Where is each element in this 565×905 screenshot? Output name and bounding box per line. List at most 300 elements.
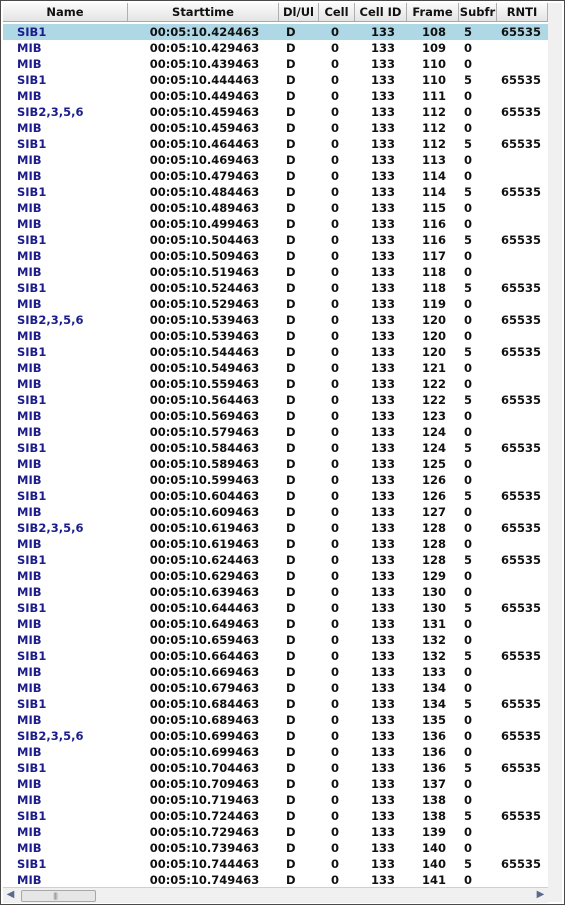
column-header-cell-id[interactable]: Cell ID bbox=[355, 3, 407, 21]
column-header-cell[interactable]: Cell bbox=[319, 3, 355, 21]
table-row[interactable] bbox=[3, 728, 548, 744]
table-row[interactable] bbox=[3, 840, 548, 856]
cell-starttime: 00:05:10.629463 bbox=[149, 569, 260, 583]
cell-direction: D bbox=[286, 809, 296, 823]
cell-name: SIB1 bbox=[17, 25, 47, 39]
cell-frame: 113 bbox=[421, 153, 446, 167]
cell-rnti bbox=[497, 88, 548, 104]
cell-starttime: 00:05:10.459463 bbox=[149, 121, 260, 135]
table-row[interactable] bbox=[3, 808, 548, 824]
cell-starttime: 00:05:10.679463 bbox=[149, 681, 260, 695]
cell-name: SIB1 bbox=[17, 185, 47, 199]
chevron-right-icon[interactable]: ▶ bbox=[536, 889, 545, 900]
cell-frame: 128 bbox=[421, 521, 446, 535]
cell-direction: D bbox=[286, 633, 296, 647]
cell-cell-id: 133 bbox=[370, 185, 395, 199]
cell-subframe: 0 bbox=[464, 713, 473, 727]
cell-name: MIB bbox=[17, 713, 42, 727]
cell-direction: D bbox=[286, 569, 296, 583]
cell-starttime: 00:05:10.719463 bbox=[149, 793, 260, 807]
cell-direction: D bbox=[286, 153, 296, 167]
cell-frame: 136 bbox=[421, 729, 446, 743]
cell-frame: 117 bbox=[421, 249, 446, 263]
table-row[interactable] bbox=[3, 456, 548, 472]
table-row[interactable] bbox=[3, 264, 548, 280]
cell-frame: 138 bbox=[421, 809, 446, 823]
cell-starttime: 00:05:10.639463 bbox=[149, 585, 260, 599]
cell-cell: 0 bbox=[331, 633, 340, 647]
cell-direction: D bbox=[286, 537, 296, 551]
cell-cell: 0 bbox=[331, 377, 340, 391]
table-row[interactable] bbox=[3, 648, 548, 664]
cell-starttime: 00:05:10.619463 bbox=[149, 521, 260, 535]
cell-rnti bbox=[497, 40, 548, 56]
cell-name: MIB bbox=[17, 409, 42, 423]
table-row[interactable] bbox=[3, 184, 548, 200]
cell-name: SIB1 bbox=[17, 489, 47, 503]
cell-cell-id: 133 bbox=[370, 217, 395, 231]
table-row[interactable] bbox=[3, 712, 548, 728]
cell-rnti bbox=[497, 664, 548, 680]
cell-frame: 124 bbox=[421, 425, 446, 439]
cell-rnti bbox=[497, 152, 548, 168]
chevron-left-icon[interactable]: ◀ bbox=[6, 889, 15, 900]
cell-frame: 130 bbox=[421, 601, 446, 615]
cell-starttime: 00:05:10.444463 bbox=[149, 73, 260, 87]
column-header-name[interactable]: Name bbox=[3, 3, 128, 21]
cell-direction: D bbox=[286, 585, 296, 599]
cell-starttime: 00:05:10.459463 bbox=[149, 105, 260, 119]
cell-cell-id: 133 bbox=[370, 569, 395, 583]
cell-cell: 0 bbox=[331, 681, 340, 695]
cell-cell-id: 133 bbox=[370, 201, 395, 215]
cell-name: MIB bbox=[17, 841, 42, 855]
cell-cell: 0 bbox=[331, 393, 340, 407]
cell-subframe: 0 bbox=[464, 297, 473, 311]
table-row[interactable] bbox=[3, 232, 548, 248]
cell-direction: D bbox=[286, 681, 296, 695]
cell-cell-id: 133 bbox=[370, 857, 395, 871]
cell-direction: D bbox=[286, 361, 296, 375]
table-row[interactable] bbox=[3, 680, 548, 696]
table-row[interactable] bbox=[3, 104, 548, 120]
cell-rnti: 65535 bbox=[501, 553, 542, 567]
cell-starttime: 00:05:10.619463 bbox=[149, 537, 260, 551]
cell-direction: D bbox=[286, 553, 296, 567]
cell-cell-id: 133 bbox=[370, 25, 395, 39]
cell-starttime: 00:05:10.744463 bbox=[149, 857, 260, 871]
cell-cell: 0 bbox=[331, 281, 340, 295]
cell-starttime: 00:05:10.699463 bbox=[149, 745, 260, 759]
cell-starttime: 00:05:10.479463 bbox=[149, 169, 260, 183]
table-row[interactable] bbox=[3, 872, 548, 888]
cell-subframe: 0 bbox=[464, 329, 473, 343]
cell-frame: 139 bbox=[421, 825, 446, 839]
cell-rnti: 65535 bbox=[501, 489, 542, 503]
table-row[interactable] bbox=[3, 200, 548, 216]
cell-cell-id: 133 bbox=[370, 873, 395, 887]
cell-cell: 0 bbox=[331, 585, 340, 599]
table-row[interactable] bbox=[3, 296, 548, 312]
cell-cell-id: 133 bbox=[370, 745, 395, 759]
cell-cell-id: 133 bbox=[370, 41, 395, 55]
cell-cell-id: 133 bbox=[370, 809, 395, 823]
cell-cell: 0 bbox=[331, 41, 340, 55]
cell-rnti bbox=[497, 872, 548, 888]
horizontal-scroll-thumb[interactable] bbox=[21, 890, 96, 902]
table-row[interactable] bbox=[3, 120, 548, 136]
cell-cell: 0 bbox=[331, 457, 340, 471]
table-row[interactable] bbox=[3, 56, 548, 72]
cell-subframe: 5 bbox=[464, 73, 473, 87]
cell-starttime: 00:05:10.749463 bbox=[149, 873, 260, 887]
cell-subframe: 0 bbox=[464, 377, 473, 391]
cell-direction: D bbox=[286, 697, 296, 711]
table-row[interactable] bbox=[3, 776, 548, 792]
cell-subframe: 5 bbox=[464, 233, 473, 247]
cell-cell-id: 133 bbox=[370, 537, 395, 551]
cell-cell: 0 bbox=[331, 697, 340, 711]
cell-direction: D bbox=[286, 41, 296, 55]
vertical-scroll-track[interactable] bbox=[548, 3, 562, 888]
cell-frame: 141 bbox=[421, 873, 446, 887]
cell-cell-id: 133 bbox=[370, 297, 395, 311]
cell-cell-id: 133 bbox=[370, 137, 395, 151]
cell-subframe: 0 bbox=[464, 57, 473, 71]
cell-rnti: 65535 bbox=[501, 185, 542, 199]
cell-subframe: 5 bbox=[464, 441, 473, 455]
cell-frame: 112 bbox=[421, 105, 446, 119]
table-row[interactable] bbox=[3, 24, 548, 40]
table-row[interactable] bbox=[3, 392, 548, 408]
table-row[interactable] bbox=[3, 824, 548, 840]
cell-subframe: 5 bbox=[464, 601, 473, 615]
table-row[interactable] bbox=[3, 552, 548, 568]
cell-starttime: 00:05:10.524463 bbox=[149, 281, 260, 295]
grip-icon: ||| bbox=[53, 892, 58, 900]
cell-starttime: 00:05:10.539463 bbox=[149, 313, 260, 327]
cell-cell-id: 133 bbox=[370, 505, 395, 519]
table-row[interactable] bbox=[3, 504, 548, 520]
table-row[interactable] bbox=[3, 248, 548, 264]
table-row[interactable] bbox=[3, 376, 548, 392]
table-row[interactable] bbox=[3, 664, 548, 680]
cell-cell: 0 bbox=[331, 745, 340, 759]
cell-direction: D bbox=[286, 857, 296, 871]
cell-rnti bbox=[497, 840, 548, 856]
cell-frame: 132 bbox=[421, 649, 446, 663]
cell-name: SIB1 bbox=[17, 857, 47, 871]
table-row[interactable] bbox=[3, 408, 548, 424]
cell-cell-id: 133 bbox=[370, 345, 395, 359]
cell-name: MIB bbox=[17, 633, 42, 647]
cell-cell: 0 bbox=[331, 425, 340, 439]
table-row[interactable] bbox=[3, 280, 548, 296]
cell-cell-id: 133 bbox=[370, 57, 395, 71]
cell-cell-id: 133 bbox=[370, 697, 395, 711]
cell-direction: D bbox=[286, 441, 296, 455]
cell-starttime: 00:05:10.704463 bbox=[149, 761, 260, 775]
cell-subframe: 0 bbox=[464, 41, 473, 55]
cell-name: MIB bbox=[17, 249, 42, 263]
table-row[interactable] bbox=[3, 40, 548, 56]
cell-rnti bbox=[497, 456, 548, 472]
cell-subframe: 5 bbox=[464, 345, 473, 359]
cell-name: MIB bbox=[17, 169, 42, 183]
cell-name: MIB bbox=[17, 825, 42, 839]
cell-subframe: 0 bbox=[464, 537, 473, 551]
cell-rnti bbox=[497, 632, 548, 648]
cell-cell-id: 133 bbox=[370, 121, 395, 135]
table-row[interactable] bbox=[3, 696, 548, 712]
cell-subframe: 0 bbox=[464, 409, 473, 423]
cell-rnti bbox=[497, 200, 548, 216]
table-row[interactable] bbox=[3, 328, 548, 344]
cell-cell: 0 bbox=[331, 409, 340, 423]
cell-name: MIB bbox=[17, 361, 42, 375]
table-row[interactable] bbox=[3, 424, 548, 440]
cell-frame: 118 bbox=[421, 265, 446, 279]
cell-direction: D bbox=[286, 393, 296, 407]
cell-cell-id: 133 bbox=[370, 761, 395, 775]
cell-direction: D bbox=[286, 377, 296, 391]
cell-cell-id: 133 bbox=[370, 601, 395, 615]
cell-frame: 128 bbox=[421, 553, 446, 567]
table-row[interactable] bbox=[3, 136, 548, 152]
cell-cell: 0 bbox=[331, 649, 340, 663]
cell-starttime: 00:05:10.439463 bbox=[149, 57, 260, 71]
cell-name: SIB2,3,5,6 bbox=[17, 105, 84, 119]
cell-frame: 109 bbox=[421, 41, 446, 55]
cell-cell: 0 bbox=[331, 777, 340, 791]
cell-subframe: 0 bbox=[464, 265, 473, 279]
cell-name: MIB bbox=[17, 329, 42, 343]
cell-subframe: 0 bbox=[464, 745, 473, 759]
cell-rnti: 65535 bbox=[501, 649, 542, 663]
cell-cell-id: 133 bbox=[370, 665, 395, 679]
cell-cell: 0 bbox=[331, 553, 340, 567]
cell-rnti bbox=[497, 712, 548, 728]
cell-cell-id: 133 bbox=[370, 841, 395, 855]
cell-starttime: 00:05:10.549463 bbox=[149, 361, 260, 375]
cell-frame: 116 bbox=[421, 217, 446, 231]
cell-subframe: 0 bbox=[464, 873, 473, 887]
cell-cell-id: 133 bbox=[370, 153, 395, 167]
cell-subframe: 0 bbox=[464, 169, 473, 183]
cell-cell: 0 bbox=[331, 169, 340, 183]
cell-frame: 120 bbox=[421, 313, 446, 327]
cell-cell-id: 133 bbox=[370, 233, 395, 247]
cell-rnti: 65535 bbox=[501, 137, 542, 151]
table-row[interactable] bbox=[3, 472, 548, 488]
column-header-frame[interactable]: Frame bbox=[407, 3, 459, 21]
cell-cell: 0 bbox=[331, 217, 340, 231]
cell-rnti bbox=[497, 248, 548, 264]
cell-rnti bbox=[497, 360, 548, 376]
cell-starttime: 00:05:10.449463 bbox=[149, 89, 260, 103]
cell-name: MIB bbox=[17, 745, 42, 759]
column-header-starttime[interactable]: Starttime bbox=[128, 3, 279, 21]
cell-name: MIB bbox=[17, 121, 42, 135]
cell-cell: 0 bbox=[331, 521, 340, 535]
table-row[interactable] bbox=[3, 568, 548, 584]
cell-direction: D bbox=[286, 729, 296, 743]
cell-direction: D bbox=[286, 73, 296, 87]
cell-cell-id: 133 bbox=[370, 409, 395, 423]
cell-name: MIB bbox=[17, 665, 42, 679]
cell-direction: D bbox=[286, 297, 296, 311]
cell-cell: 0 bbox=[331, 809, 340, 823]
cell-direction: D bbox=[286, 281, 296, 295]
cell-frame: 126 bbox=[421, 473, 446, 487]
cell-cell: 0 bbox=[331, 857, 340, 871]
table-row[interactable] bbox=[3, 760, 548, 776]
cell-rnti: 65535 bbox=[501, 441, 542, 455]
cell-cell-id: 133 bbox=[370, 73, 395, 87]
cell-cell-id: 133 bbox=[370, 265, 395, 279]
cell-cell-id: 133 bbox=[370, 681, 395, 695]
table-row[interactable] bbox=[3, 72, 548, 88]
cell-subframe: 5 bbox=[464, 281, 473, 295]
cell-frame: 137 bbox=[421, 777, 446, 791]
cell-frame: 125 bbox=[421, 457, 446, 471]
cell-rnti bbox=[497, 584, 548, 600]
table-row[interactable] bbox=[3, 536, 548, 552]
cell-subframe: 5 bbox=[464, 489, 473, 503]
cell-subframe: 5 bbox=[464, 697, 473, 711]
cell-cell-id: 133 bbox=[370, 313, 395, 327]
cell-name: SIB2,3,5,6 bbox=[17, 521, 84, 535]
table-row[interactable] bbox=[3, 88, 548, 104]
cell-cell: 0 bbox=[331, 73, 340, 87]
cell-name: MIB bbox=[17, 777, 42, 791]
cell-direction: D bbox=[286, 121, 296, 135]
cell-name: SIB1 bbox=[17, 137, 47, 151]
cell-name: MIB bbox=[17, 425, 42, 439]
table-row[interactable] bbox=[3, 440, 548, 456]
table-row[interactable] bbox=[3, 488, 548, 504]
cell-frame: 115 bbox=[421, 201, 446, 215]
cell-frame: 136 bbox=[421, 761, 446, 775]
cell-name: MIB bbox=[17, 505, 42, 519]
cell-cell-id: 133 bbox=[370, 489, 395, 503]
column-header-rnti[interactable]: RNTI bbox=[497, 3, 548, 21]
cell-cell-id: 133 bbox=[370, 89, 395, 103]
cell-cell: 0 bbox=[331, 105, 340, 119]
cell-starttime: 00:05:10.664463 bbox=[149, 649, 260, 663]
cell-starttime: 00:05:10.544463 bbox=[149, 345, 260, 359]
cell-cell-id: 133 bbox=[370, 425, 395, 439]
cell-starttime: 00:05:10.464463 bbox=[149, 137, 260, 151]
table-row[interactable] bbox=[3, 744, 548, 760]
cell-frame: 120 bbox=[421, 345, 446, 359]
column-header-subframe[interactable]: Subfr bbox=[459, 5, 496, 19]
cell-name: MIB bbox=[17, 617, 42, 631]
cell-name: MIB bbox=[17, 153, 42, 167]
cell-frame: 136 bbox=[421, 745, 446, 759]
table-row[interactable] bbox=[3, 216, 548, 232]
table-row[interactable] bbox=[3, 600, 548, 616]
cell-direction: D bbox=[286, 665, 296, 679]
table-body bbox=[3, 24, 548, 888]
table-row[interactable] bbox=[3, 520, 548, 536]
cell-rnti: 65535 bbox=[501, 73, 542, 87]
cell-subframe: 0 bbox=[464, 313, 473, 327]
cell-starttime: 00:05:10.469463 bbox=[149, 153, 260, 167]
table-row[interactable] bbox=[3, 856, 548, 872]
table-row[interactable] bbox=[3, 616, 548, 632]
cell-direction: D bbox=[286, 713, 296, 727]
table-row[interactable] bbox=[3, 584, 548, 600]
cell-subframe: 0 bbox=[464, 425, 473, 439]
cell-starttime: 00:05:10.519463 bbox=[149, 265, 260, 279]
cell-rnti: 65535 bbox=[501, 313, 542, 327]
table-row[interactable] bbox=[3, 344, 548, 360]
cell-name: MIB bbox=[17, 681, 42, 695]
table-row[interactable] bbox=[3, 312, 548, 328]
cell-subframe: 5 bbox=[464, 393, 473, 407]
cell-direction: D bbox=[286, 265, 296, 279]
cell-direction: D bbox=[286, 761, 296, 775]
cell-name: SIB1 bbox=[17, 345, 47, 359]
cell-direction: D bbox=[286, 617, 296, 631]
cell-subframe: 0 bbox=[464, 793, 473, 807]
cell-cell-id: 133 bbox=[370, 521, 395, 535]
cell-cell: 0 bbox=[331, 825, 340, 839]
cell-rnti bbox=[497, 264, 548, 280]
cell-direction: D bbox=[286, 505, 296, 519]
cell-starttime: 00:05:10.589463 bbox=[149, 457, 260, 471]
cell-rnti bbox=[497, 296, 548, 312]
cell-subframe: 5 bbox=[464, 761, 473, 775]
table-row[interactable] bbox=[3, 360, 548, 376]
cell-rnti: 65535 bbox=[501, 105, 542, 119]
table-row[interactable] bbox=[3, 168, 548, 184]
cell-cell: 0 bbox=[331, 185, 340, 199]
cell-cell-id: 133 bbox=[370, 105, 395, 119]
cell-cell: 0 bbox=[331, 601, 340, 615]
table-header bbox=[3, 3, 548, 22]
cell-cell-id: 133 bbox=[370, 793, 395, 807]
cell-direction: D bbox=[286, 185, 296, 199]
cell-subframe: 0 bbox=[464, 361, 473, 375]
cell-name: SIB1 bbox=[17, 649, 47, 663]
cell-frame: 128 bbox=[421, 537, 446, 551]
cell-name: MIB bbox=[17, 201, 42, 215]
table-row[interactable] bbox=[3, 792, 548, 808]
cell-subframe: 0 bbox=[464, 521, 473, 535]
cell-cell-id: 133 bbox=[370, 329, 395, 343]
cell-name: MIB bbox=[17, 873, 42, 887]
cell-cell-id: 133 bbox=[370, 473, 395, 487]
cell-name: MIB bbox=[17, 297, 42, 311]
horizontal-scrollbar[interactable] bbox=[3, 887, 548, 903]
column-header-direction[interactable]: Dl/Ul bbox=[279, 3, 319, 21]
cell-direction: D bbox=[286, 25, 296, 39]
cell-rnti bbox=[497, 744, 548, 760]
cell-frame: 112 bbox=[421, 121, 446, 135]
cell-cell-id: 133 bbox=[370, 777, 395, 791]
cell-starttime: 00:05:10.684463 bbox=[149, 697, 260, 711]
table-row[interactable] bbox=[3, 632, 548, 648]
cell-cell: 0 bbox=[331, 233, 340, 247]
cell-name: MIB bbox=[17, 217, 42, 231]
cell-frame: 108 bbox=[421, 25, 446, 39]
table-row[interactable] bbox=[3, 152, 548, 168]
cell-starttime: 00:05:10.529463 bbox=[149, 297, 260, 311]
cell-cell-id: 133 bbox=[370, 361, 395, 375]
cell-starttime: 00:05:10.579463 bbox=[149, 425, 260, 439]
